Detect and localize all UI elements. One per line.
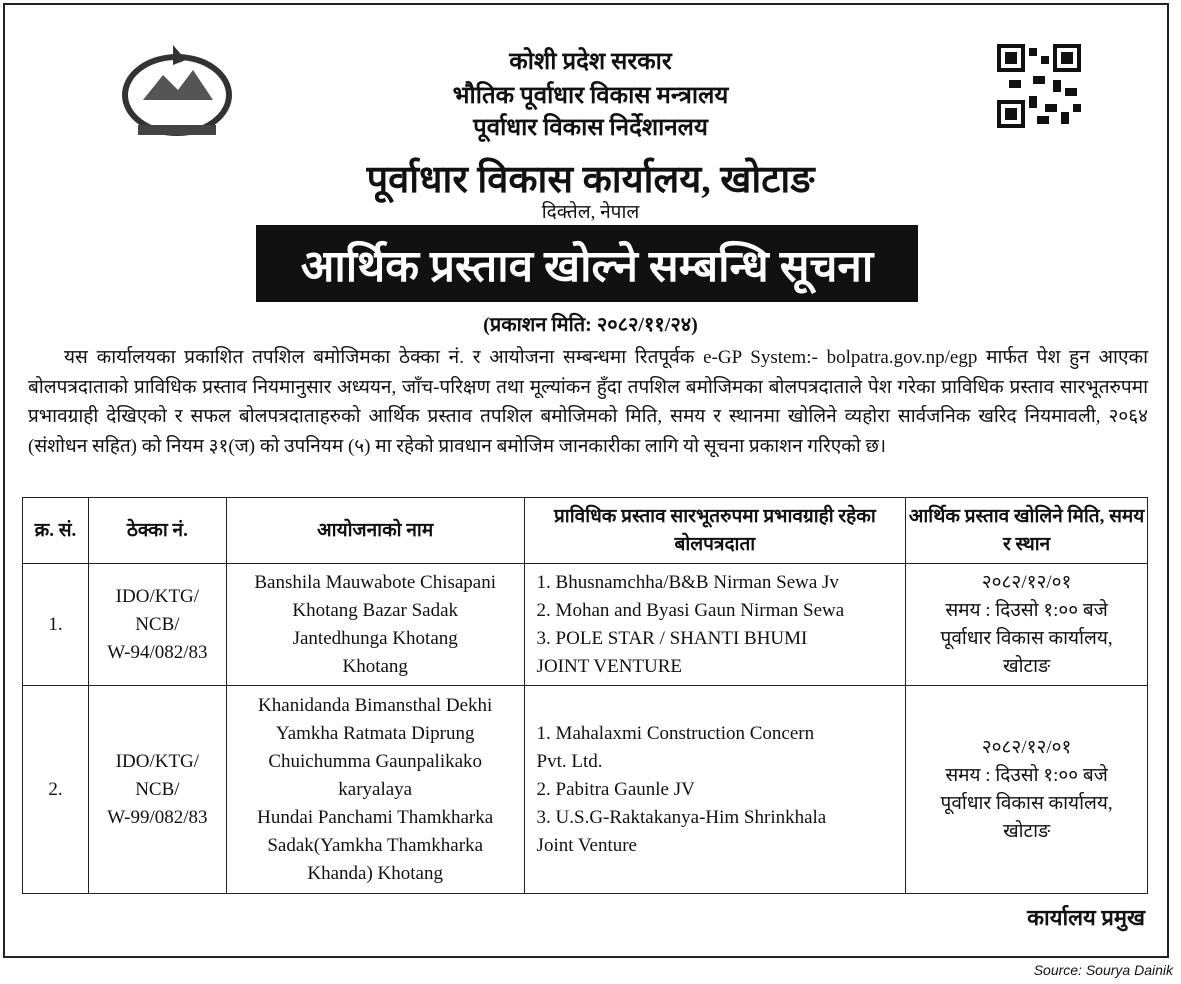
line: Pvt. Ltd. [536, 750, 603, 772]
sn-cell: 1. [23, 564, 89, 686]
table-row [23, 686, 1148, 894]
line: समय : दिउसो १:०० बजे [945, 599, 1108, 621]
col-project: आयोजनाको नाम [226, 498, 524, 564]
line: खोटाङ [1003, 820, 1051, 842]
signature-title: कार्यालय प्रमुख [1027, 905, 1145, 930]
line: पूर्वाधार विकास कार्यालय, [940, 627, 1113, 649]
contract-cell [88, 564, 226, 686]
line: W-94/082/83 [107, 641, 208, 663]
line: Khotang Bazar Sadak [292, 599, 459, 621]
line: NCB/ [135, 613, 180, 635]
line: 3. POLE STAR / SHANTI BHUMI [536, 627, 808, 649]
table-row [23, 564, 1148, 686]
line: IDO/KTG/ [115, 750, 200, 772]
line: Khotang [342, 655, 408, 677]
line: IDO/KTG/ [115, 585, 200, 607]
line: Yamkha Ratmata Diprung [275, 722, 475, 744]
line: पूर्वाधार विकास कार्यालय, [940, 792, 1113, 814]
source-credit: Source: Sourya Dainik [1033, 962, 1173, 978]
line: 1. Bhusnamchha/B&B Nirman Sewa Jv [536, 571, 839, 593]
line: 2. Mohan and Byasi Gaun Nirman Sewa [536, 599, 845, 621]
project-cell [226, 564, 524, 686]
line: karyalaya [338, 778, 413, 800]
line: Jantedhunga Khotang [292, 627, 458, 649]
bidders-cell [524, 564, 906, 686]
line: 1. Mahalaxmi Construction Concern [536, 722, 815, 744]
notice-title: आर्थिक प्रस्ताव खोल्ने सम्बन्धि सूचना [256, 225, 918, 302]
directorate-name: पूर्वाधार विकास निर्देशानलय [473, 115, 708, 141]
col-bidders: प्राविधिक प्रस्ताव सारभूतरुपमा प्रभावग्राही रहेका बोलपत्रदाता [524, 498, 906, 564]
line: Sadak(Yamkha Thamkharka [267, 834, 484, 856]
line: Banshila Mauwabote Chisapani [254, 571, 497, 593]
line: २०८२/१२/०१ [981, 736, 1072, 758]
table-header-row [23, 498, 1148, 564]
opening-cell [906, 564, 1148, 686]
col-contract: ठेक्का नं. [88, 498, 226, 564]
line: खोटाङ [1003, 655, 1051, 677]
line: Hundai Panchami Thamkharka [257, 806, 494, 828]
line: Khanidanda Bimansthal Dekhi [258, 694, 493, 716]
line: Joint Venture [536, 834, 637, 856]
line: Khanda) Khotang [307, 862, 443, 884]
line: २०८२/१२/०१ [981, 571, 1072, 593]
line: 3. U.S.G-Raktakanya-Him Shrinkhala [536, 806, 827, 828]
contract-cell [88, 686, 226, 894]
line: W-99/082/83 [107, 806, 208, 828]
project-cell [226, 686, 524, 894]
office-location: दिक्तेल, नेपाल [541, 202, 640, 223]
line: NCB/ [135, 778, 180, 800]
line: समय : दिउसो १:०० बजे [945, 764, 1108, 786]
line: Chuichumma Gaunpalikako [268, 750, 483, 772]
sn-cell: 2. [23, 686, 89, 894]
bid-table [22, 497, 1148, 894]
line: JOINT VENTURE [536, 655, 683, 677]
bidders-cell [524, 686, 906, 894]
opening-cell [906, 686, 1148, 894]
notice-body: यस कार्यालयका प्रकाशित तपशिल बमोजिमका ठेक्का नं. र आयोजना सम्बन्धमा रितपूर्वक e-GP System:- bolpatra.gov.np/egp मार्फत पेश हुन आएका बोलपत्रदाताको प्राविधिक प्रस्ताव नियमानुसार अध्ययन, जाँच-परिक्षण तथा मूल्यांकन हुँदा तपशिल बमोजिमका बोलपत्रदाताले पेश गरेका प्राविधिक प्रस्ताव सारभूतरुपमा प्रभावग्राही देखिएको र सफल बोलपत्रदाताहरुको आर्थिक प्रस्ताव तपशिल बमोजिमको मिति, समय र स्थानमा खोलिने व्यहोरा सार्वजनिक खरिद नियमावली, २०६४ (संशोधन सहित) को नियम ३१(ज) को उपनियम (५) मा रहेको प्रावधान बमोजिम जानकारीका लागि यो सूचना प्रकाशन गरिएको छ। [28, 347, 1148, 457]
col-sn: क्र. सं. [23, 498, 89, 564]
col-opening: आर्थिक प्रस्ताव खोलिने मिति, समय र स्थान [906, 498, 1148, 564]
province-government: कोशी प्रदेश सरकार [509, 49, 672, 75]
ministry-name: भौतिक पूर्वाधार विकास मन्त्रालय [452, 83, 729, 109]
line: 2. Pabitra Gaunle JV [536, 778, 695, 800]
publication-date: (प्रकाशन मिति: २०८२/११/२४) [483, 314, 698, 336]
office-name: पूर्वाधार विकास कार्यालय, खोटाङ [366, 159, 815, 201]
